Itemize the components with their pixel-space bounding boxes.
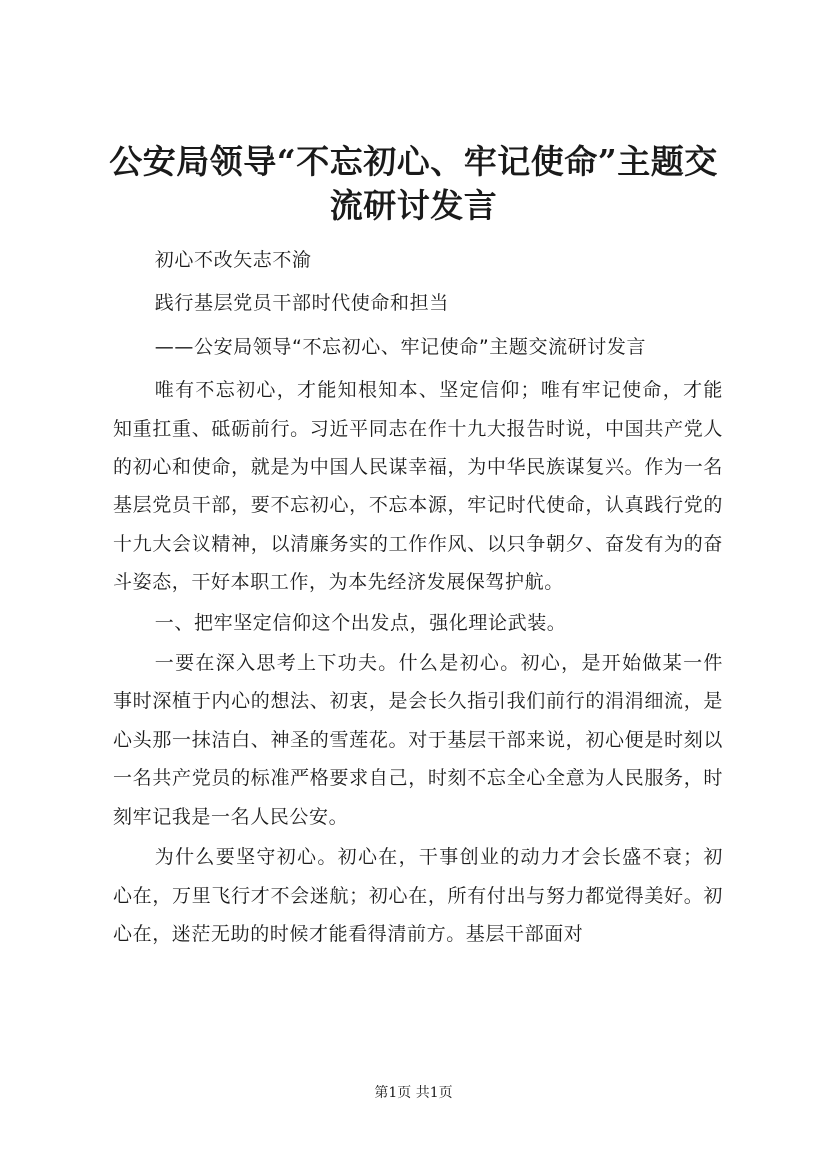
paragraph-2: 为什么要坚守初心。初心在，干事创业的动力才会长盛不衰；初心在，万里飞行才不会迷航；初心在，所有付出与努力都觉得美好。初心在，迷茫无助的时候才能看得清前方。基层干部面对: [113, 846, 723, 945]
document-body: [113, 239, 723, 953]
page-footer: 第1页 共1页: [374, 1085, 453, 1101]
section-heading-1: 一、把牢坚定信仰这个出发点，强化理论武装。: [154, 611, 567, 634]
paragraph-intro: 唯有不忘初心，才能知根知本、坚定信仰；唯有牢记使命，才能知重扛重、砥砺前行。习近平同志在作十九大报告时说，中国共产党人的初心和使命，就是为中国人民谋幸福，为中华民族谋复兴。作为一名基层党员干部，要不忘初心，不忘本源，牢记时代使命，认真践行党的十九大会议精神，以清廉务实的工作作风、以只争朝夕、奋发有为的奋斗姿态，干好本职工作，为本先经济发展保驾护航。: [113, 379, 723, 594]
subtitle-line-3: ——公安局领导“不忘初心、牢记使命”主题交流研讨发言: [154, 335, 647, 358]
subtitle-line-2: 践行基层党员干部时代使命和担当: [154, 292, 449, 315]
paragraph-1: 一要在深入思考上下功夫。什么是初心。初心，是开始做某一件事时深植于内心的想法、初衷，是会长久指引我们前行的涓涓细流，是心头那一抹洁白、神圣的雪莲花。对于基层干部来说，初心便是时刻以一名共产党员的标准严格要求自己，时刻不忘全心全意为人民服务，时刻牢记我是一名人民公安。: [113, 652, 723, 828]
subtitle-line-1: 初心不改矢志不渝: [154, 249, 312, 271]
document-title: 公安局领导“不忘初心、牢记使命”主题交流研讨发言: [109, 142, 718, 225]
